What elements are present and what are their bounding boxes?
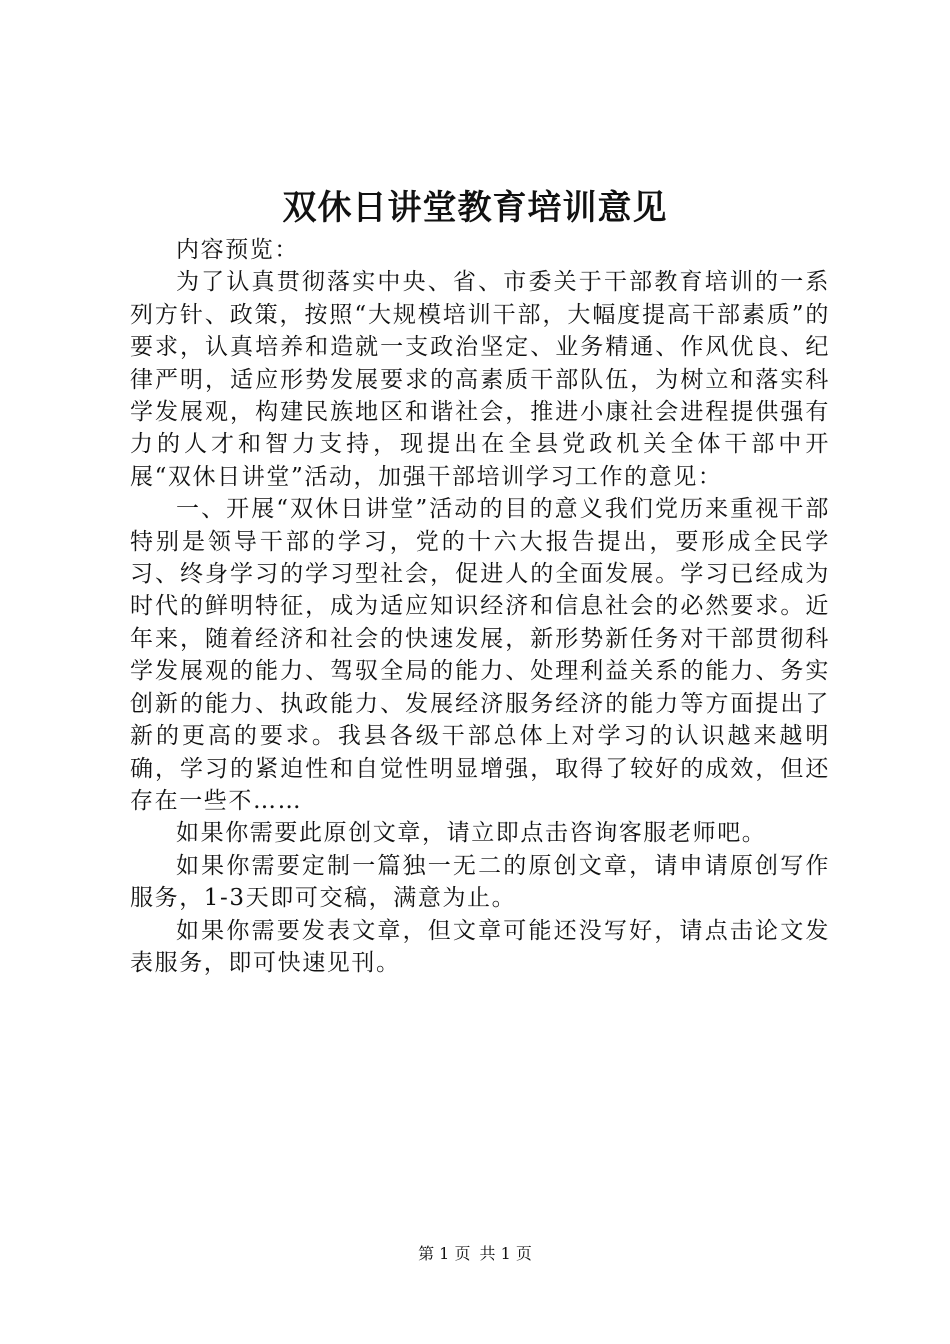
paragraph-section-one: 一、开展“双休日讲堂”活动的目的意义我们党历来重视干部特别是领导干部的学习，党的十六大报告提出，要形成全民学习、终身学习的学习型社会，促进人的全面发展。学习已经成为时代的鲜明特征，成为适应知识经济和信息社会的必然要求。近年来，随着经济和社会的快速发展，新形势新任务对干部贯彻科学发展观的能力、驾驭全局的能力、处理利益关系的能力、务实创新的能力、执政能力、发展经济服务经济的能力等方面提出了新的更高的要求。我县各级干部总体上对学习的认识越来越明确，学习的紧迫性和自觉性明显增强，取得了较好的成效，但还存在一些不……: [130, 496, 830, 814]
document-title: 双休日讲堂教育培训意见: [282, 188, 668, 228]
page-number: 第 1 页: [418, 1244, 471, 1263]
page-footer: [0, 1244, 950, 1264]
page-total: 共 1 页: [479, 1244, 532, 1263]
paragraph-publish-link[interactable]: 如果你需要发表文章，但文章可能还没写好，请点击论文发表服务，即可快速见刊。: [130, 917, 830, 976]
paragraph-preview-label: 内容预览：: [176, 237, 299, 263]
paragraph-consult-link[interactable]: 如果你需要此原创文章，请立即点击咨询客服老师吧。: [176, 820, 767, 847]
document-body: [130, 234, 830, 979]
paragraph-intro: 为了认真贯彻落实中央、省、市委关于干部教育培训的一系列方针、政策，按照“大规模培训干部，大幅度提高干部素质”的要求，认真培养和造就一支政治坚定、业务精通、作风优良、纪律严明，适应形势发展要求的高素质干部队伍，为树立和落实科学发展观，构建民族地区和谐社会，推进小康社会进程提供强有力的人才和智力支持，现提出在全县党政机关全体干部中开展“双休日讲堂”活动，加强干部培训学习工作的意见：: [130, 269, 830, 490]
paragraph-custom-writing-link[interactable]: 如果你需要定制一篇独一无二的原创文章，请申请原创写作服务，1-3天即可交稿，满意为止。: [130, 852, 830, 912]
